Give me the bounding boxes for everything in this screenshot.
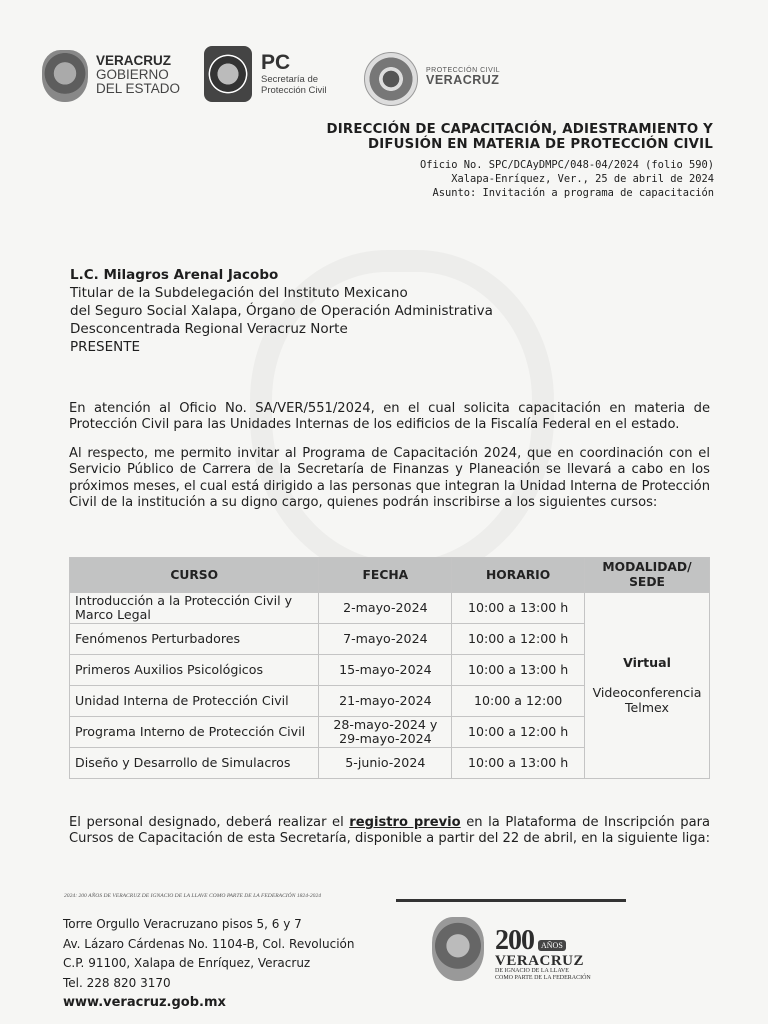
course-time: 10:00 a 12:00 h: [452, 624, 585, 655]
course-date: 5-junio-2024: [319, 748, 452, 779]
course-date: 21-mayo-2024: [319, 686, 452, 717]
course-time: 10:00 a 13:00 h: [452, 748, 585, 779]
footer-website-link[interactable]: www.veracruz.gob.mx: [63, 995, 226, 1010]
body-paragraph: Al respecto, me permito invitar al Programa de Capacitación 2024, que en coordinación con el Servicio Público de Carrera de la Secretaría de Finanzas y Planeación se llevará a cabo en los próximos meses, el cual está dirigido a las personas que integran la Unidad Interna de Protección Civil de la institución a su digno cargo, quienes podrán inscribirse a los siguientes cursos:: [69, 446, 710, 510]
veracruz-government-logo: [96, 54, 180, 96]
pcv-logo-big: VERACRUZ: [426, 73, 500, 87]
table-header-row: [70, 558, 710, 593]
pc-logo-sub: Protección Civil: [261, 85, 327, 96]
column-header-fecha: FECHA: [319, 558, 452, 593]
200-years-logo: [495, 925, 591, 982]
course-name: Fenómenos Perturbadores: [70, 624, 319, 655]
logo200-tagline: DE IGNACIO DE LA LLAVE: [495, 968, 569, 974]
veracruz-seal-icon: [42, 50, 88, 102]
department-heading: [327, 122, 713, 152]
course-time: 10:00 a 13:00 h: [452, 655, 585, 686]
addressee-line: del Seguro Social Xalapa, Órgano de Operación Administrativa: [70, 303, 493, 319]
pc-logo-title: PC: [261, 51, 291, 74]
pc-logo: [261, 52, 326, 96]
column-header-horario: HORARIO: [452, 558, 585, 593]
course-time: 10:00 a 13:00 h: [452, 593, 585, 624]
footer-phone: Tel. 228 820 3170: [63, 975, 171, 990]
registration-text: El personal designado, deberá realizar el: [69, 815, 350, 830]
course-name: Introducción a la Protección Civil y Marco Legal: [70, 593, 319, 624]
body-paragraph: En atención al Oficio No. SA/VER/551/2024, en el cual solicita capacitación en materia de Protección Civil para las Unidades Internas de los edificios de la Fiscalía Federal en el estado.: [69, 401, 710, 433]
logo-line: GOBIERNO: [96, 67, 169, 82]
course-name: Primeros Auxilios Psicológicos: [70, 655, 319, 686]
course-date: 7-mayo-2024: [319, 624, 452, 655]
pc-logo-sub: Secretaría de: [261, 74, 319, 85]
subject: Asunto: Invitación a programa de capacitación: [432, 187, 714, 199]
course-name: Programa Interno de Protección Civil: [70, 717, 319, 748]
footer-banner: 2024: 200 AÑOS DE VERACRUZ DE IGNACIO DE LA LLAVE COMO PARTE DE LA FEDERACIÓN 1824-2024: [64, 893, 322, 899]
column-header-modalidad: MODALIDAD/ SEDE: [585, 558, 710, 593]
document-meta: [420, 158, 714, 200]
department-heading-line: DIFUSIÓN EN MATERIA DE PROTECCIÓN CIVIL: [368, 137, 713, 152]
course-modality: [585, 593, 710, 779]
logo-line: DEL ESTADO: [96, 81, 181, 96]
course-time: 10:00 a 12:00: [452, 686, 585, 717]
registration-paragraph: [69, 815, 710, 848]
course-name: Diseño y Desarrollo de Simulacros: [70, 748, 319, 779]
footer-seal-icon: [432, 917, 484, 981]
footer-address-line: Av. Lázaro Cárdenas No. 1104-B, Col. Revolución: [63, 936, 355, 951]
modality-venue: Videoconferencia Telmex: [592, 685, 702, 715]
proteccion-civil-veracruz-logo: [426, 67, 500, 87]
addressee-line: Titular de la Subdelegación del Instituto Mexicano: [70, 285, 408, 301]
addressee-line: PRESENTE: [70, 339, 141, 355]
registration-emphasis: registro previo: [349, 815, 461, 830]
logo-line: VERACRUZ: [96, 53, 172, 68]
courses-table: [69, 557, 710, 779]
pc-seal-icon: [204, 46, 252, 102]
addressee-line: Desconcentrada Regional Veracruz Norte: [70, 321, 348, 337]
footer-rule: [396, 899, 626, 902]
column-header-curso: CURSO: [70, 558, 319, 593]
place-date: Xalapa-Enríquez, Ver., 25 de abril de 2024: [451, 173, 714, 185]
department-heading-line: DIRECCIÓN DE CAPACITACIÓN, ADIESTRAMIENTO Y: [326, 122, 713, 137]
table-row: [70, 593, 710, 624]
course-date: 15-mayo-2024: [319, 655, 452, 686]
registration-text: en la Plataforma de Inscripción para Cursos de Capacitación de esta Secretaría, disponible a partir del 22 de abril, en la siguiente liga:: [69, 815, 710, 847]
logo200-anos: AÑOS: [538, 940, 566, 951]
addressee-name: L.C. Milagros Arenal Jacobo: [70, 267, 279, 283]
footer-address-line: Torre Orgullo Veracruzano pisos 5, 6 y 7: [63, 917, 302, 931]
addressee-block: [70, 266, 493, 356]
logo200-tagline: COMO PARTE DE LA FEDERACIÓN: [495, 975, 591, 981]
footer-address: [63, 915, 354, 1013]
logo200-name: VERACRUZ: [495, 953, 585, 969]
course-date: 2-mayo-2024: [319, 593, 452, 624]
modality-virtual: Virtual: [623, 654, 671, 670]
course-time: 10:00 a 12:00 h: [452, 717, 585, 748]
pcv-logo-small: PROTECCIÓN CIVIL: [426, 67, 501, 74]
course-name: Unidad Interna de Protección Civil: [70, 686, 319, 717]
oficio-number: Oficio No. SPC/DCAyDMPC/048-04/2024 (folio 590): [419, 159, 714, 171]
course-date: 28-mayo-2024 y 29-mayo-2024: [319, 717, 452, 748]
logo200-number: 200: [495, 925, 534, 956]
footer-address-line: C.P. 91100, Xalapa de Enríquez, Veracruz: [63, 956, 311, 970]
proteccion-civil-seal-icon: [364, 52, 418, 106]
